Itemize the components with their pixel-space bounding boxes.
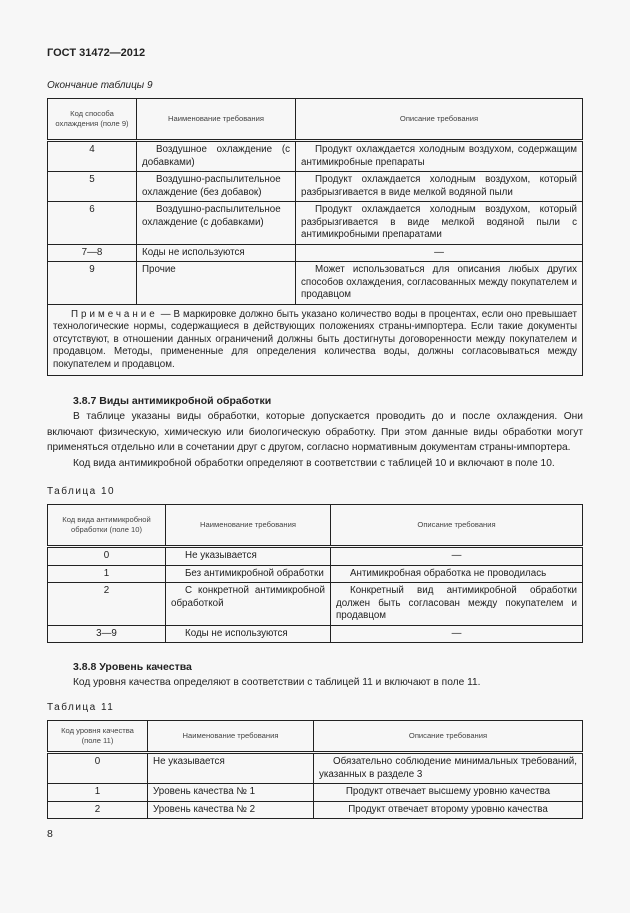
name-cell: С конкретной антимикробной обработкой	[166, 583, 331, 626]
table-row	[48, 801, 583, 819]
code-cell: 3—9	[48, 625, 166, 643]
note-label: Примечание	[71, 308, 158, 320]
page-number: 8	[47, 828, 53, 840]
desc-cell: Обязательно соблюдение минимальных требований, указанных в разделе 3	[314, 753, 583, 784]
table-row	[48, 141, 583, 172]
document-id: ГОСТ 31472—2012	[47, 47, 146, 59]
table11-caption: Таблица 11	[47, 702, 115, 713]
table-row	[48, 244, 583, 262]
desc-cell: —	[331, 547, 583, 566]
name-cell: Не указывается	[148, 753, 314, 784]
table-row	[48, 753, 583, 784]
table-header	[48, 721, 583, 753]
desc-cell: Может использоваться для описания любых других способов охлаждения, согласованных между покупателем и продавцом	[296, 262, 583, 305]
table-row	[48, 202, 583, 245]
table-row	[48, 547, 583, 566]
desc-cell: Продукт охлаждается холодным воздухом, который разбрызгивается в виде мелкой водяной пыли с антимикробными препаратами	[296, 202, 583, 245]
code-cell: 7—8	[48, 244, 137, 262]
name-cell: Без антимикробной обработки	[166, 565, 331, 583]
code-cell: 6	[48, 202, 137, 245]
name-cell: Коды не используются	[166, 625, 331, 643]
column-header: Описание требования	[314, 721, 583, 753]
table-row	[48, 262, 583, 305]
section-3-8-7-body	[47, 409, 583, 471]
column-header: Код вида антимикробной обработки (поле 10)	[48, 505, 166, 547]
table-row	[48, 565, 583, 583]
table10-caption: Таблица 10	[47, 486, 116, 497]
name-cell: Уровень качества № 1	[148, 784, 314, 802]
paragraph: Код вида антимикробной обработки определяют в соответствии с таблицей 10 и включают в поле 10.	[73, 457, 555, 469]
table-row	[48, 784, 583, 802]
name-cell: Не указывается	[166, 547, 331, 566]
paragraph: Код уровня качества определяют в соответствии с таблицей 11 и включают в поле 11.	[73, 677, 481, 688]
table9-continuation-label: Окончание таблицы 9	[47, 80, 153, 91]
code-cell: 1	[48, 784, 148, 802]
table-note-row	[48, 304, 583, 376]
desc-cell: Продукт отвечает высшему уровню качества	[314, 784, 583, 802]
code-cell: 0	[48, 547, 166, 566]
column-header: Описание требования	[296, 99, 583, 141]
code-cell: 9	[48, 262, 137, 305]
table-row	[48, 172, 583, 202]
table-header	[48, 99, 583, 141]
table-9	[47, 98, 583, 376]
code-cell: 2	[48, 583, 166, 626]
code-cell: 4	[48, 141, 137, 172]
code-cell: 0	[48, 753, 148, 784]
desc-cell: Продукт охлаждается холодным воздухом, который разбрызгивается в виде мелкой водяной пыли	[296, 172, 583, 202]
column-header: Наименование требования	[166, 505, 331, 547]
section-heading-3-8-7: 3.8.7 Виды антимикробной обработки	[73, 395, 272, 407]
name-cell: Уровень качества № 2	[148, 801, 314, 819]
column-header: Код уровня качества (поле 11)	[48, 721, 148, 753]
name-cell: Воздушно-распылительное охлаждение (без добавок)	[137, 172, 296, 202]
name-cell: Воздушно-распылительное охлаждение (с добавками)	[137, 202, 296, 245]
desc-cell: —	[296, 244, 583, 262]
note-text: — В маркировке должно быть указано количество воды в процентах, если оно превышает технологические нормы, содержащиеся в действующих положениях страны-импортера. Если такие документы отсутствуют, в отношении данных ограничений должны быть достигнуты договоренности между покупателем и продавцом. Методы, примененные для определения количества воды, должны согласовываться между покупателем и продавцом.	[53, 308, 577, 370]
table-row	[48, 625, 583, 643]
code-cell: 5	[48, 172, 137, 202]
table-note	[48, 304, 583, 376]
table-header	[48, 505, 583, 547]
desc-cell: Продукт отвечает второму уровню качества	[314, 801, 583, 819]
column-header: Код способа охлаждения (поле 9)	[48, 99, 137, 141]
desc-cell: Антимикробная обработка не проводилась	[331, 565, 583, 583]
column-header: Наименование требования	[148, 721, 314, 753]
name-cell: Коды не используются	[137, 244, 296, 262]
section-3-8-8-body	[47, 675, 583, 691]
desc-cell: —	[331, 625, 583, 643]
table-10	[47, 504, 583, 643]
section-heading-3-8-8: 3.8.8 Уровень качества	[73, 661, 192, 673]
code-cell: 2	[48, 801, 148, 819]
code-cell: 1	[48, 565, 166, 583]
column-header: Описание требования	[331, 505, 583, 547]
desc-cell: Продукт охлаждается холодным воздухом, содержащим антимикробные препараты	[296, 141, 583, 172]
paragraph: В таблице указаны виды обработки, которые допускается проводить до и после охлаждения. Они включают физическую, химическую или биологическую обработку. При этом данные виды обработки могут применяться отдельно или в сочетании друг с другом, согласно нормативным документам страны-импортера.	[47, 411, 583, 453]
desc-cell: Конкретный вид антимикробной обработки должен быть согласован между покупателем и продавцом	[331, 583, 583, 626]
name-cell: Воздушное охлаждение (с добавками)	[137, 141, 296, 172]
table-11	[47, 720, 583, 819]
column-header: Наименование требования	[137, 99, 296, 141]
name-cell: Прочие	[137, 262, 296, 305]
table-row	[48, 583, 583, 626]
